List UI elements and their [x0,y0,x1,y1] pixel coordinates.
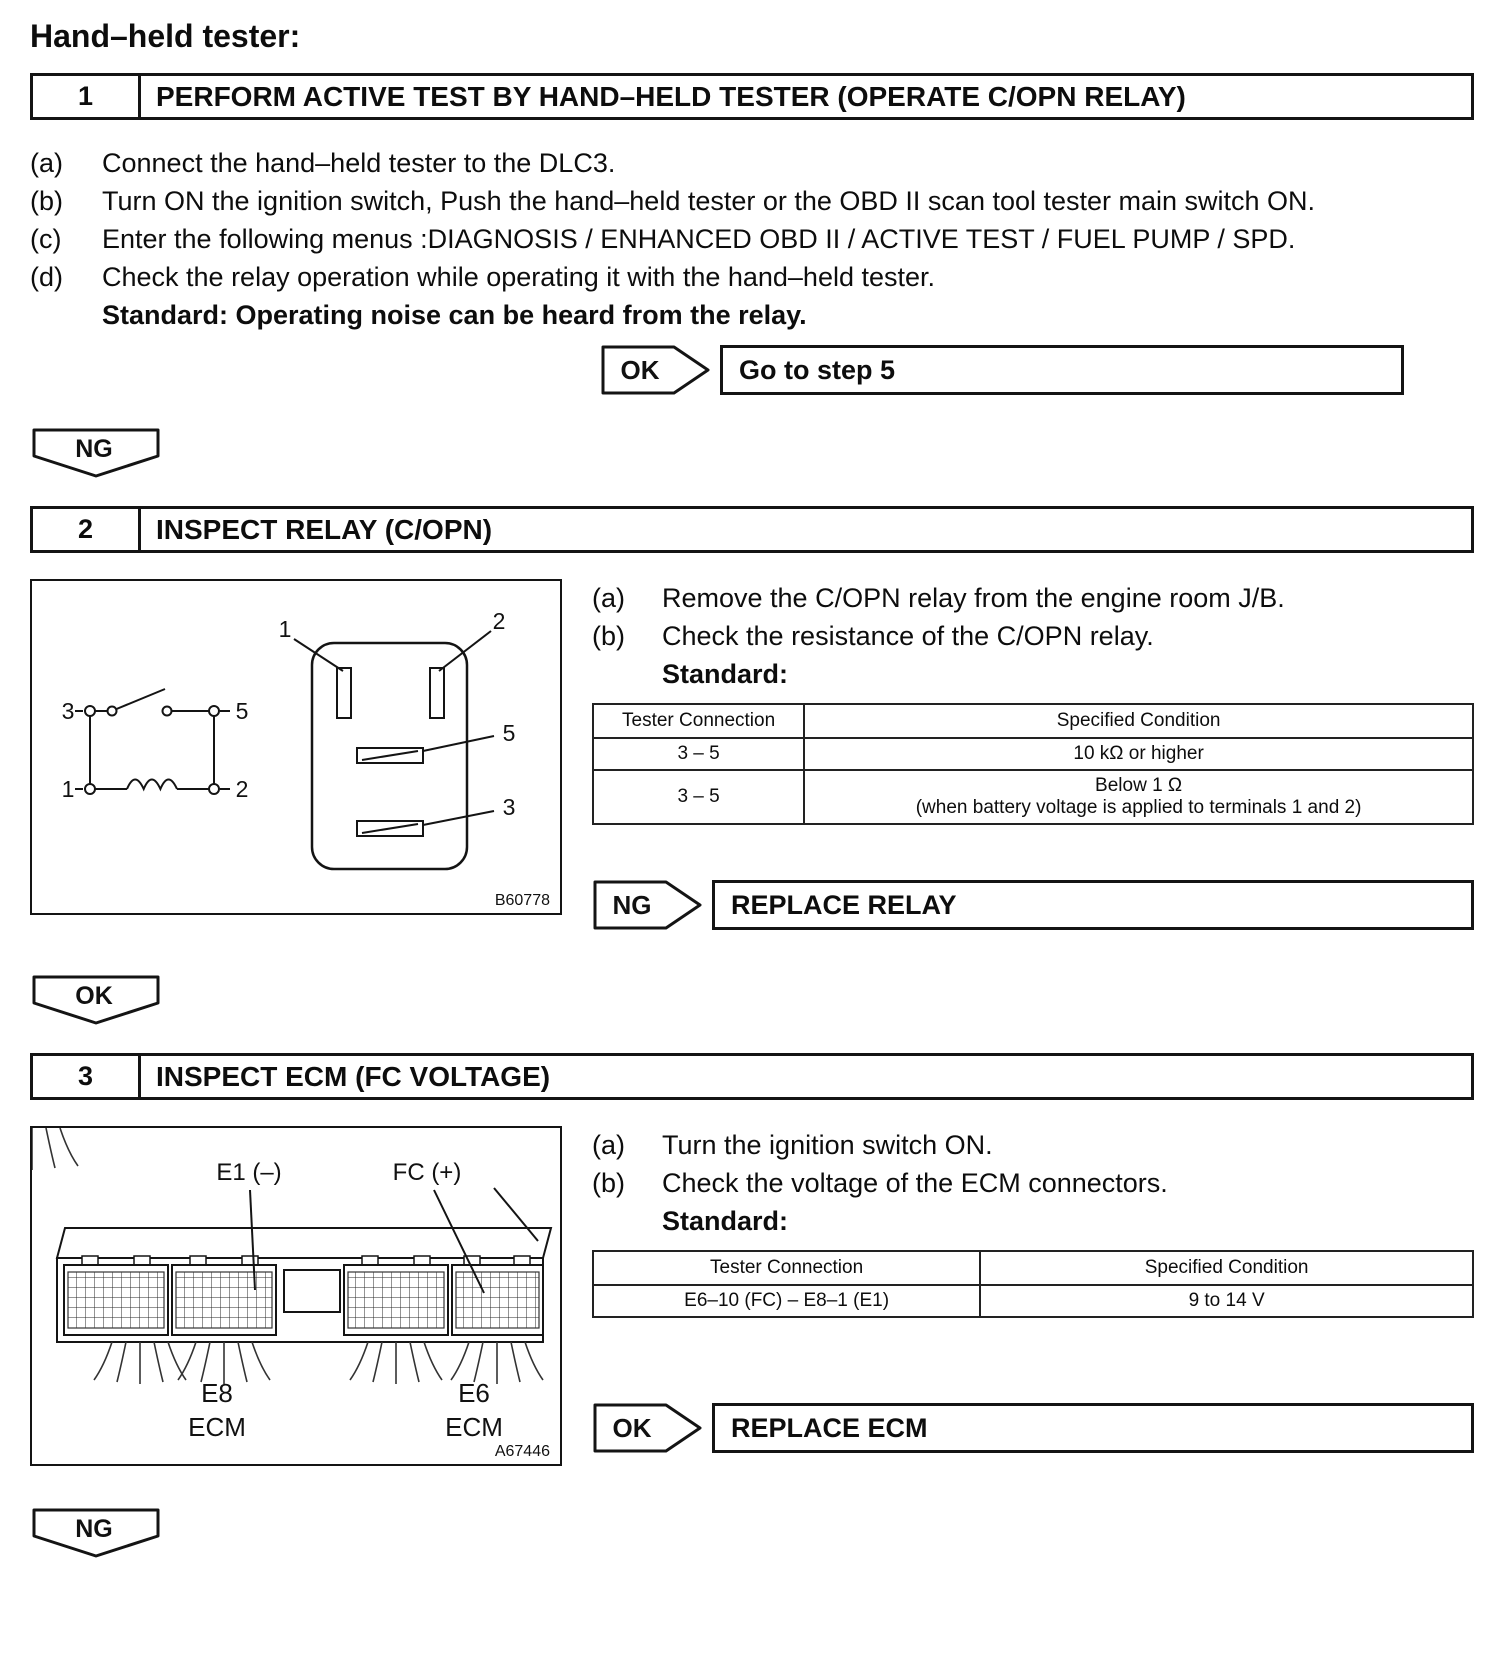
ok-flag-shape [30,973,162,1027]
step-2-number: 2 [33,509,141,550]
figure-code: A67446 [494,1443,550,1460]
verdict-arrow [592,1402,704,1454]
terminal-1-label: 1 [61,776,75,802]
table-row [593,738,1473,770]
step-3-number: 3 [33,1056,141,1097]
relay-spec-table [592,703,1474,825]
instruction-text: Turn the ignition switch ON. [662,1130,993,1160]
instruction-row [30,144,1474,182]
standard-note: Standard: Operating noise can be heard from the relay. [102,300,807,330]
col-header-tester-connection: Tester Connection [593,704,804,738]
instruction-row [592,617,1474,655]
e1-terminal-label: E1 (–) [216,1159,282,1186]
step-2-header [30,506,1474,553]
table-row [593,770,1473,824]
result-action-box: REPLACE RELAY [712,880,1474,930]
specified-condition-cell [804,738,1473,770]
instruction-text: Check the voltage of the ECM connectors. [662,1168,1168,1198]
e8-ecm-label: ECM [188,1412,246,1442]
table-header-row [593,1251,1473,1285]
specified-condition-cell: 9 to 14 V [980,1285,1473,1317]
step-3-body [30,1126,1474,1466]
step-3-flow-flag [30,1506,1474,1560]
pin-1-label: 1 [278,616,292,642]
pin-5-label: 5 [502,720,516,746]
specified-condition-cell [804,770,1473,824]
step-2-body [30,579,1474,931]
ng-flag-shape [30,426,162,480]
instruction-label: (a) [592,583,625,613]
flag-label: NG [75,1515,113,1543]
step-3 [30,1053,1474,1466]
step-1-result [600,344,1404,396]
ecm-spec-table [592,1250,1474,1318]
page-title: Hand–held tester: [30,18,301,54]
condition-line: 10 kΩ or higher [1073,743,1204,764]
verdict-label: OK [612,1413,652,1443]
condition-line-2: (when battery voltage is applied to terminals 1 and 2) [915,797,1362,818]
col-header-specified-condition: Specified Condition [980,1251,1473,1285]
relay-figure [30,579,562,915]
step-3-title: INSPECT ECM (FC VOLTAGE) [156,1060,551,1092]
instruction-row [592,1164,1474,1202]
verdict-label: OK [620,355,660,385]
step-3-result [592,1402,1474,1454]
instruction-row [30,182,1474,220]
verdict-arrow [600,344,712,396]
verdict-arrow [592,879,704,931]
instruction-text: Remove the C/OPN relay from the engine room J/B. [662,583,1285,613]
standard-label: Standard: [662,659,789,689]
result-action-box: REPLACE ECM [712,1403,1474,1453]
ecm-figure [30,1126,562,1466]
instruction-label: (d) [30,262,63,292]
step-2-flow-flag [30,973,1474,1027]
step-1-instructions [30,144,1474,334]
e6-ecm-label: ECM [445,1412,503,1442]
table-header-row [593,704,1473,738]
instruction-label: (b) [592,1168,625,1198]
pin-3-label: 3 [502,794,516,820]
step-1-header [30,73,1474,120]
terminal-5-label: 5 [235,698,249,724]
instruction-label: (a) [592,1130,625,1160]
instruction-row [592,1126,1474,1164]
instruction-label: (a) [30,148,63,178]
figure-code: B60778 [494,892,550,909]
step-2-title: INSPECT RELAY (C/OPN) [156,513,493,545]
instruction-label: (b) [30,186,63,216]
e8-connector-label: E8 [201,1378,233,1408]
col-header-specified-condition: Specified Condition [804,704,1473,738]
step-1 [30,73,1474,396]
terminal-3-label: 3 [61,698,75,724]
table-row [593,1285,1473,1317]
step-2-result [592,879,1474,931]
instruction-row [30,220,1474,258]
instruction-label: (c) [30,224,62,254]
step-1-flow-flag [30,426,1474,480]
step-2 [30,506,1474,931]
instruction-row [30,258,1474,296]
step-1-number: 1 [33,76,141,117]
standard-label: Standard: [662,1206,789,1236]
condition-line: Below 1 Ω [1095,775,1183,796]
step-3-text-col [592,1126,1474,1454]
terminal-2-label: 2 [235,776,249,802]
step-1-title: PERFORM ACTIVE TEST BY HAND–HELD TESTER (OPERATE C/OPN RELAY) [156,80,1186,112]
relay-schematic [75,689,230,794]
e6-connector-label: E6 [458,1378,490,1408]
instruction-label: (b) [592,621,625,651]
tester-connection-cell: 3 – 5 [593,738,804,770]
result-action-box: Go to step 5 [720,345,1404,395]
instruction-text: Enter the following menus :DIAGNOSIS / ENHANCED OBD II / ACTIVE TEST / FUEL PUMP / SPD. [102,224,1296,254]
verdict-label: NG [612,890,652,920]
flag-label: NG [75,435,113,463]
step-2-text-col [592,579,1474,931]
ecm-figure-drawing [32,1128,560,1464]
flag-label: OK [75,982,113,1010]
col-header-tester-connection: Tester Connection [593,1251,980,1285]
instruction-row [592,579,1474,617]
instruction-text: Check the relay operation while operating it with the hand–held tester. [102,262,936,292]
instruction-text: Turn ON the ignition switch, Push the hand–held tester or the OBD II scan tool tester main switch ON. [102,186,1316,216]
instruction-text: Check the resistance of the C/OPN relay. [662,621,1154,651]
ng-flag-shape [30,1506,162,1560]
instruction-text: Connect the hand–held tester to the DLC3. [102,148,616,178]
tester-connection-cell: 3 – 5 [593,770,804,824]
tester-connection-cell: E6–10 (FC) – E8–1 (E1) [593,1285,980,1317]
pin-2-label: 2 [492,608,506,634]
relay-figure-drawing [32,581,560,913]
fc-terminal-label: FC (+) [392,1159,462,1186]
step-3-header [30,1053,1474,1100]
